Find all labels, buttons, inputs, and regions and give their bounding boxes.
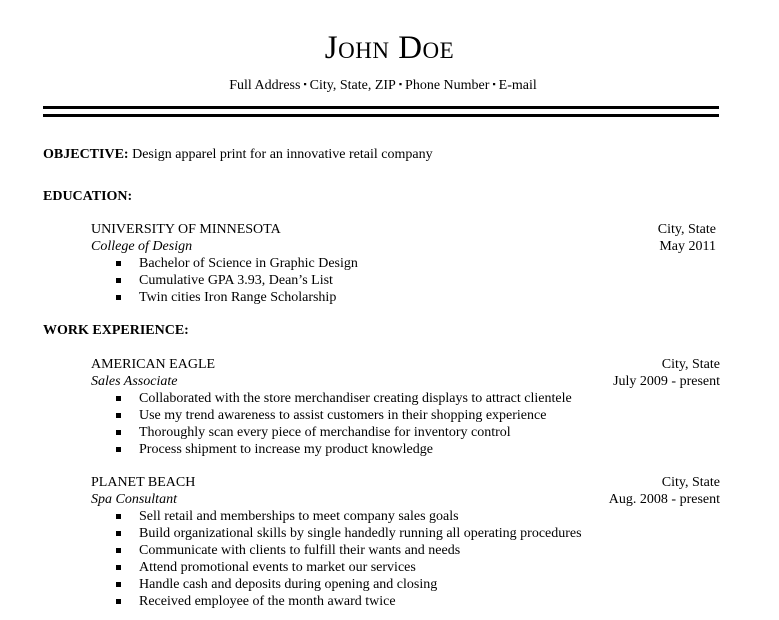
contact-email: E-mail	[498, 78, 537, 93]
list-item	[91, 508, 720, 525]
school-location: City, State	[657, 222, 716, 237]
objective-section	[43, 146, 433, 164]
header-divider-bottom	[43, 114, 719, 117]
list-item	[91, 390, 720, 407]
contact-phone: Phone Number	[405, 78, 490, 93]
list-item	[91, 441, 720, 458]
list-item-text: Received employee of the month award twice	[139, 594, 396, 609]
list-item-text: Bachelor of Science in Graphic Design	[139, 256, 358, 271]
separator-icon: ▪	[492, 79, 496, 89]
bullet-icon	[116, 278, 121, 283]
bullet-icon	[116, 396, 121, 401]
job-role: Sales Associate	[91, 374, 178, 389]
list-item-text: Twin cities Iron Range Scholarship	[139, 290, 337, 305]
resume-name: John Doe	[324, 30, 455, 66]
list-item	[91, 289, 720, 306]
list-item-text: Handle cash and deposits during opening and closing	[139, 577, 438, 592]
list-item	[91, 559, 720, 576]
list-item-text: Communicate with clients to fulfill their wants and needs	[139, 543, 461, 558]
list-item	[91, 407, 720, 424]
list-item	[91, 542, 720, 559]
header-divider-top	[43, 106, 719, 109]
job-bullets	[91, 390, 720, 458]
job-dates: July 2009 - present	[613, 374, 720, 389]
list-item	[91, 576, 720, 593]
job-location: City, State	[661, 357, 720, 372]
objective-text: Design apparel print for an innovative retail company	[132, 147, 433, 162]
bullet-icon	[116, 582, 121, 587]
job-role: Spa Consultant	[91, 492, 177, 507]
job-entry-american-eagle	[91, 356, 720, 458]
bullet-icon	[116, 548, 121, 553]
job-bullets	[91, 508, 720, 610]
list-item-text: Attend promotional events to market our services	[139, 560, 416, 575]
college-name: College of Design	[91, 239, 193, 254]
company-name: AMERICAN EAGLE	[91, 357, 216, 372]
work-experience-heading: WORK EXPERIENCE:	[43, 323, 189, 338]
bullet-icon	[116, 413, 121, 418]
list-item-text: Sell retail and memberships to meet company sales goals	[139, 509, 459, 524]
contact-city-state-zip: City, State, ZIP	[309, 78, 396, 93]
list-item-text: Thoroughly scan every piece of merchandise for inventory control	[139, 425, 511, 440]
objective-label: OBJECTIVE:	[43, 147, 129, 162]
list-item	[91, 424, 720, 441]
bullet-icon	[116, 430, 121, 435]
bullet-icon	[116, 565, 121, 570]
job-location: City, State	[661, 475, 720, 490]
list-item-text: Use my trend awareness to assist customers in their shopping experience	[139, 408, 547, 423]
list-item	[91, 255, 720, 272]
list-item	[91, 525, 720, 542]
list-item	[91, 593, 720, 610]
job-dates: Aug. 2008 - present	[608, 492, 720, 507]
bullet-icon	[116, 295, 121, 300]
contact-address: Full Address	[229, 78, 301, 93]
job-entry-planet-beach	[91, 474, 720, 610]
bullet-icon	[116, 599, 121, 604]
bullet-icon	[116, 447, 121, 452]
list-item-text: Build organizational skills by single handedly running all operating procedures	[139, 526, 582, 541]
contact-line	[0, 75, 766, 95]
education-entry	[91, 221, 720, 306]
list-item-text: Collaborated with the store merchandiser creating displays to attract clientele	[139, 391, 572, 406]
bullet-icon	[116, 514, 121, 519]
bullet-icon	[116, 531, 121, 536]
company-name: PLANET BEACH	[91, 475, 196, 490]
graduation-date: May 2011	[659, 239, 716, 254]
education-heading: EDUCATION:	[43, 189, 133, 204]
education-bullets	[91, 255, 720, 306]
bullet-icon	[116, 261, 121, 266]
separator-icon: ▪	[303, 79, 307, 89]
separator-icon: ▪	[398, 79, 403, 89]
list-item-text: Cumulative GPA 3.93, Dean’s List	[139, 273, 333, 288]
list-item	[91, 272, 720, 289]
list-item-text: Process shipment to increase my product knowledge	[139, 442, 433, 457]
school-name: UNIVERSITY OF MINNESOTA	[91, 222, 281, 237]
